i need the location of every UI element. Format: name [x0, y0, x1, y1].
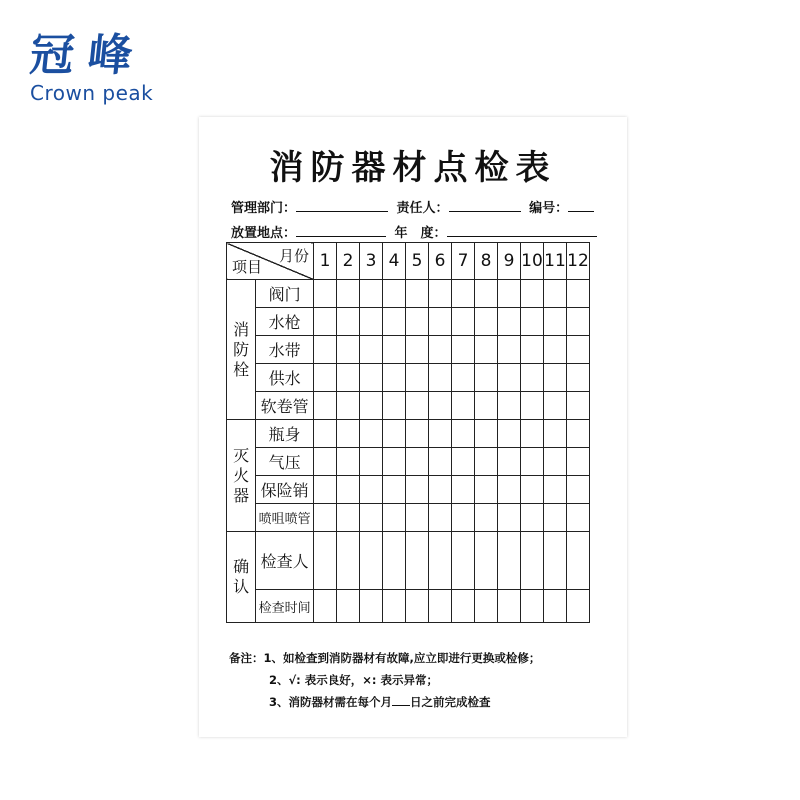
form-notes: [229, 647, 540, 713]
month-header: 7: [452, 243, 475, 280]
check-cell[interactable]: [544, 504, 567, 532]
check-cell[interactable]: [337, 448, 360, 476]
check-cell[interactable]: [360, 590, 383, 623]
brand-name-cn: 冠峰: [27, 30, 149, 81]
check-cell[interactable]: [429, 476, 452, 504]
check-cell[interactable]: [452, 420, 475, 448]
note-line-3-after: 日之前完成检查: [410, 695, 491, 709]
check-cell[interactable]: [314, 590, 337, 623]
check-cell[interactable]: [498, 504, 521, 532]
check-cell[interactable]: [337, 336, 360, 364]
check-cell[interactable]: [498, 280, 521, 308]
check-cell[interactable]: [429, 392, 452, 420]
note-line-3: [229, 691, 540, 713]
item-label: 阀门: [256, 280, 314, 308]
check-cell[interactable]: [314, 392, 337, 420]
check-cell[interactable]: [498, 590, 521, 623]
check-cell[interactable]: [360, 448, 383, 476]
item-label: 软卷管: [256, 392, 314, 420]
check-cell[interactable]: [475, 448, 498, 476]
check-cell[interactable]: [406, 448, 429, 476]
note-line-3-before: 3、消防器材需在每个月: [269, 695, 393, 709]
table-row: [227, 392, 590, 420]
group-label: 灭火器: [233, 445, 250, 505]
check-cell[interactable]: [475, 364, 498, 392]
check-cell[interactable]: [544, 308, 567, 336]
check-cell[interactable]: [567, 392, 590, 420]
table-row: [227, 590, 590, 623]
item-label: 气压: [256, 448, 314, 476]
check-cell[interactable]: [314, 364, 337, 392]
info-row-1: [231, 197, 598, 216]
department-blank: [296, 200, 388, 212]
check-cell[interactable]: [498, 532, 521, 590]
check-cell[interactable]: [337, 532, 360, 590]
check-cell[interactable]: [360, 420, 383, 448]
corner-label-item: 项目: [232, 258, 263, 276]
check-cell[interactable]: [429, 448, 452, 476]
check-cell[interactable]: [314, 504, 337, 532]
check-cell[interactable]: [498, 364, 521, 392]
check-cell[interactable]: [521, 392, 544, 420]
month-header: 3: [360, 243, 383, 280]
check-cell[interactable]: [452, 280, 475, 308]
check-cell[interactable]: [337, 392, 360, 420]
note-line-1: 备注：1、如检查到消防器材有故障,应立即进行更换或检修；: [229, 651, 541, 665]
group-label-cell: [227, 420, 256, 532]
item-label: 水带: [256, 336, 314, 364]
month-header: 6: [429, 243, 452, 280]
check-cell[interactable]: [475, 308, 498, 336]
check-cell[interactable]: [360, 336, 383, 364]
check-cell[interactable]: [429, 532, 452, 590]
check-cell[interactable]: [452, 392, 475, 420]
check-cell[interactable]: [429, 364, 452, 392]
check-cell[interactable]: [452, 590, 475, 623]
check-cell[interactable]: [567, 364, 590, 392]
check-cell[interactable]: [567, 308, 590, 336]
month-header: 5: [406, 243, 429, 280]
check-cell[interactable]: [406, 532, 429, 590]
table-corner-cell: [227, 243, 314, 280]
year-label: 年 度：: [394, 226, 447, 241]
check-cell[interactable]: [429, 280, 452, 308]
department-label: 管理部门：: [231, 201, 297, 216]
table-row: [227, 336, 590, 364]
check-cell[interactable]: [406, 364, 429, 392]
check-cell[interactable]: [521, 336, 544, 364]
check-cell[interactable]: [498, 308, 521, 336]
check-cell[interactable]: [498, 420, 521, 448]
check-cell[interactable]: [314, 280, 337, 308]
check-cell[interactable]: [544, 532, 567, 590]
check-cell[interactable]: [521, 476, 544, 504]
info-row-2: [231, 222, 601, 241]
number-blank: [568, 200, 594, 212]
check-cell[interactable]: [383, 476, 406, 504]
check-cell[interactable]: [521, 280, 544, 308]
check-cell[interactable]: [360, 392, 383, 420]
check-cell[interactable]: [475, 336, 498, 364]
check-cell[interactable]: [544, 364, 567, 392]
check-cell[interactable]: [475, 280, 498, 308]
check-cell[interactable]: [406, 280, 429, 308]
group-label: 消防栓: [233, 319, 250, 379]
check-cell[interactable]: [544, 476, 567, 504]
check-cell[interactable]: [429, 504, 452, 532]
item-label: 瓶身: [256, 420, 314, 448]
check-cell[interactable]: [429, 308, 452, 336]
check-cell[interactable]: [383, 532, 406, 590]
location-label: 放置地点：: [231, 226, 297, 241]
check-cell[interactable]: [383, 448, 406, 476]
check-cell[interactable]: [475, 420, 498, 448]
check-cell[interactable]: [452, 448, 475, 476]
table-row: [227, 504, 590, 532]
check-cell[interactable]: [544, 392, 567, 420]
table-row: [227, 476, 590, 504]
month-header: 1: [314, 243, 337, 280]
table-header-row: [227, 243, 590, 280]
check-cell[interactable]: [498, 392, 521, 420]
check-cell[interactable]: [406, 504, 429, 532]
check-cell[interactable]: [383, 308, 406, 336]
check-cell[interactable]: [498, 448, 521, 476]
number-label: 编号：: [529, 201, 569, 216]
check-cell[interactable]: [567, 420, 590, 448]
month-header: 2: [337, 243, 360, 280]
check-cell[interactable]: [521, 448, 544, 476]
location-blank: [296, 225, 386, 237]
month-header: 4: [383, 243, 406, 280]
check-cell[interactable]: [498, 336, 521, 364]
check-cell[interactable]: [521, 364, 544, 392]
day-blank: [392, 695, 410, 706]
check-cell[interactable]: [452, 476, 475, 504]
check-cell[interactable]: [475, 532, 498, 590]
check-cell[interactable]: [567, 336, 590, 364]
check-cell[interactable]: [383, 504, 406, 532]
check-cell[interactable]: [567, 280, 590, 308]
month-header: 11: [544, 243, 567, 280]
month-header: 12: [567, 243, 590, 280]
check-cell[interactable]: [521, 420, 544, 448]
check-cell[interactable]: [337, 504, 360, 532]
check-cell[interactable]: [429, 590, 452, 623]
group-label: 确认: [233, 557, 250, 596]
check-cell[interactable]: [337, 590, 360, 623]
table-body: [227, 280, 590, 623]
note-line-2: 2、√: 表示良好，×: 表示异常；: [269, 673, 439, 687]
check-cell[interactable]: [452, 504, 475, 532]
table-row: [227, 308, 590, 336]
table-row: [227, 532, 590, 590]
month-header: 8: [475, 243, 498, 280]
item-label: 供水: [256, 364, 314, 392]
check-cell[interactable]: [498, 476, 521, 504]
table-row: [227, 280, 590, 308]
check-cell[interactable]: [360, 504, 383, 532]
group-label-cell: [227, 532, 256, 623]
check-cell[interactable]: [337, 420, 360, 448]
check-cell[interactable]: [360, 532, 383, 590]
check-cell[interactable]: [475, 392, 498, 420]
year-blank: [447, 225, 597, 237]
check-cell[interactable]: [452, 336, 475, 364]
check-cell[interactable]: [406, 476, 429, 504]
item-label: 检查人: [256, 532, 314, 590]
responsible-label: 责任人：: [396, 201, 449, 216]
check-cell[interactable]: [360, 308, 383, 336]
check-cell[interactable]: [383, 336, 406, 364]
table-row: [227, 420, 590, 448]
check-cell[interactable]: [406, 392, 429, 420]
check-cell[interactable]: [544, 420, 567, 448]
check-cell[interactable]: [406, 590, 429, 623]
item-label: 保险销: [256, 476, 314, 504]
check-cell[interactable]: [337, 308, 360, 336]
check-cell[interactable]: [521, 504, 544, 532]
check-cell[interactable]: [337, 476, 360, 504]
check-cell[interactable]: [475, 504, 498, 532]
check-cell[interactable]: [360, 280, 383, 308]
check-cell[interactable]: [314, 420, 337, 448]
check-cell[interactable]: [383, 280, 406, 308]
table-row: [227, 448, 590, 476]
check-cell[interactable]: [544, 336, 567, 364]
corner-label-month: 月份: [278, 247, 309, 265]
check-cell[interactable]: [337, 280, 360, 308]
check-cell[interactable]: [406, 336, 429, 364]
month-header: 10: [521, 243, 544, 280]
check-cell[interactable]: [567, 448, 590, 476]
check-cell[interactable]: [567, 504, 590, 532]
inspection-form-sheet: [199, 117, 627, 737]
brand-name-en: Crown peak: [30, 81, 154, 105]
check-cell[interactable]: [567, 532, 590, 590]
check-cell[interactable]: [360, 364, 383, 392]
check-cell[interactable]: [567, 476, 590, 504]
check-cell[interactable]: [452, 308, 475, 336]
check-cell[interactable]: [337, 364, 360, 392]
check-cell[interactable]: [452, 364, 475, 392]
check-cell[interactable]: [567, 590, 590, 623]
table-row: [227, 364, 590, 392]
check-cell[interactable]: [383, 420, 406, 448]
check-cell[interactable]: [544, 590, 567, 623]
check-cell[interactable]: [383, 590, 406, 623]
check-cell[interactable]: [475, 590, 498, 623]
check-cell[interactable]: [314, 308, 337, 336]
check-cell[interactable]: [383, 364, 406, 392]
check-cell[interactable]: [406, 308, 429, 336]
group-label-cell: [227, 280, 256, 420]
item-label: 水枪: [256, 308, 314, 336]
brand-logo: [27, 30, 170, 105]
check-cell[interactable]: [521, 308, 544, 336]
form-title: 消防器材点检表: [269, 148, 557, 188]
check-cell[interactable]: [521, 532, 544, 590]
check-cell[interactable]: [544, 280, 567, 308]
responsible-blank: [449, 200, 521, 212]
check-cell[interactable]: [314, 532, 337, 590]
check-cell[interactable]: [452, 532, 475, 590]
check-cell[interactable]: [314, 336, 337, 364]
check-cell[interactable]: [406, 420, 429, 448]
check-cell[interactable]: [429, 420, 452, 448]
check-cell[interactable]: [314, 448, 337, 476]
check-cell[interactable]: [314, 476, 337, 504]
check-cell[interactable]: [429, 336, 452, 364]
check-cell[interactable]: [521, 590, 544, 623]
item-label: 喷咀喷管: [256, 504, 314, 532]
check-cell[interactable]: [544, 448, 567, 476]
check-cell[interactable]: [475, 476, 498, 504]
inspection-table: [226, 242, 590, 623]
item-label: 检查时间: [256, 590, 314, 623]
month-header: 9: [498, 243, 521, 280]
check-cell[interactable]: [383, 392, 406, 420]
check-cell[interactable]: [360, 476, 383, 504]
